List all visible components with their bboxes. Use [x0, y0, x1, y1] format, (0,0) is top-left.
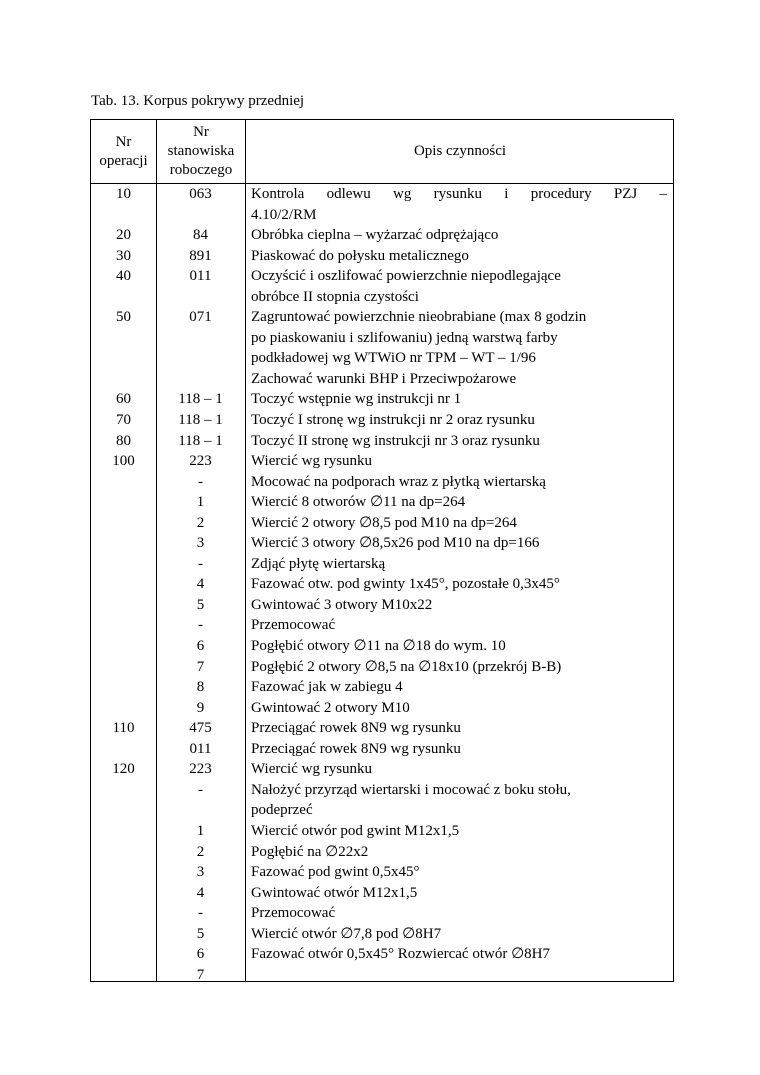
- description-cell: [245, 389, 673, 410]
- description-cell: [245, 677, 673, 698]
- workstation-number-cell: 8: [196, 679, 205, 696]
- description-line: Przemocować: [251, 905, 336, 922]
- workstation-number-cell: 223: [189, 761, 212, 778]
- table-row: [91, 513, 673, 534]
- operation-number-cell: 40: [116, 268, 131, 285]
- description-line: [251, 965, 667, 986]
- header-workstation-number: [157, 120, 245, 183]
- table-row: [91, 739, 673, 760]
- description-line: Pogłębić otwory ∅11 na ∅18 do wym. 10: [251, 638, 506, 655]
- operation-number-cell: 70: [116, 412, 131, 429]
- description-cell: [245, 513, 673, 534]
- table-row: [91, 451, 673, 472]
- table-row: [91, 718, 673, 739]
- operation-number-cell: 100: [112, 453, 135, 470]
- header-operation-description: [246, 120, 674, 183]
- table-row: [91, 431, 673, 452]
- description-line: Fazować pod gwint 0,5x45°: [251, 864, 420, 881]
- description-line: Wiercić otwór pod gwint M12x1,5: [251, 822, 460, 839]
- table-caption: Tab. 13. Korpus pokrywy przedniej: [91, 93, 305, 109]
- description-cell: [245, 431, 673, 452]
- table-row: [91, 307, 673, 389]
- description-cell: [245, 307, 673, 389]
- description-line: Obróbka cieplna – wyżarzać odprężająco: [251, 227, 499, 244]
- workstation-number-cell: -: [198, 905, 203, 922]
- table-row: [91, 924, 673, 945]
- workstation-number-cell: 7: [196, 658, 205, 675]
- workstation-number-cell: 223: [189, 453, 212, 470]
- workstation-number-cell: 1: [196, 822, 205, 839]
- workstation-number-cell: 071: [189, 309, 212, 326]
- workstation-number-cell: 2: [196, 514, 205, 531]
- table-row: [91, 636, 673, 657]
- description-line: Kontrola odlewu wg rysunku i procedury PZJ –: [251, 186, 667, 202]
- description-cell: [245, 657, 673, 678]
- description-cell: [245, 595, 673, 616]
- table-row: [91, 677, 673, 698]
- description-cell: [245, 903, 673, 924]
- description-cell: [245, 533, 673, 554]
- header-line: stanowiska: [167, 143, 235, 159]
- description-line: Wiercić 2 otwory ∅8,5 pod M10 na dp=264: [251, 514, 517, 531]
- description-line: Gwintować 3 otwory M10x22: [251, 596, 433, 613]
- description-cell: [245, 780, 673, 821]
- workstation-number-cell: 3: [196, 535, 205, 552]
- description-cell: [245, 965, 673, 986]
- description-cell: [245, 615, 673, 636]
- description-line: Nałożyć przyrząd wiertarski i mocować z boku stołu,: [251, 781, 571, 798]
- description-line: obróbce II stopnia czystości: [251, 288, 419, 305]
- description-line: Przemocować: [251, 617, 336, 634]
- workstation-number-cell: 1: [196, 494, 205, 511]
- header-line: operacji: [99, 152, 148, 169]
- description-line: podkładowej wg WTWiO nr TPM – WT – 1/96: [251, 350, 536, 367]
- description-line: Zdjąć płytę wiertarską: [251, 555, 386, 572]
- header-line: roboczego: [169, 162, 233, 178]
- workstation-number-cell: -: [198, 555, 203, 572]
- description-line: 4.10/2/RM: [251, 206, 317, 223]
- description-cell: [245, 492, 673, 513]
- description-line: Gwintować otwór M12x1,5: [251, 884, 418, 901]
- workstation-number-cell: 011: [189, 740, 212, 757]
- description-line: Wiercić wg rysunku: [251, 761, 373, 778]
- description-line: po piaskowaniu i szlifowaniu) jedną warstwą farby: [251, 329, 558, 346]
- description-line: Zagruntować powierzchnie nieobrabiane (max 8 godzin: [251, 309, 587, 326]
- header-line: Nr: [193, 124, 209, 140]
- table-row: [91, 472, 673, 493]
- description-line: Fazować otwór 0,5x45° Rozwiercać otwór ∅8H7: [251, 946, 550, 963]
- description-cell: [245, 410, 673, 431]
- description-line: Wiercić 3 otwory ∅8,5x26 pod M10 na dp=166: [251, 535, 540, 552]
- operation-number-cell: 110: [112, 720, 135, 737]
- table-row: [91, 862, 673, 883]
- header-operation-number: [91, 120, 156, 183]
- description-cell: [245, 842, 673, 863]
- operation-number-cell: 120: [112, 761, 135, 778]
- description-line: Toczyć I stronę wg instrukcji nr 2 oraz rysunku: [251, 412, 535, 429]
- table-row: [91, 410, 673, 431]
- table-row: [91, 389, 673, 410]
- table-row: [91, 225, 673, 246]
- header-line: Opis czynności: [413, 143, 507, 159]
- workstation-number-cell: 118 – 1: [178, 391, 223, 408]
- table-row: [91, 883, 673, 904]
- description-line: Wiercić otwór ∅7,8 pod ∅8H7: [251, 925, 442, 942]
- workstation-number-cell: 6: [196, 946, 205, 963]
- workstation-number-cell: 7: [196, 966, 205, 983]
- table-row: [91, 965, 673, 986]
- description-cell: [245, 636, 673, 657]
- workstation-number-cell: 475: [189, 720, 212, 737]
- description-line: Wiercić wg rysunku: [251, 453, 373, 470]
- workstation-number-cell: -: [198, 617, 203, 634]
- workstation-number-cell: 118 – 1: [178, 412, 223, 429]
- operation-number-cell: 60: [116, 391, 131, 408]
- operation-number-cell: 20: [116, 227, 131, 244]
- description-line: Toczyć wstępnie wg instrukcji nr 1: [251, 391, 462, 408]
- description-cell: [245, 554, 673, 575]
- description-cell: [245, 698, 673, 719]
- description-line: Toczyć II stronę wg instrukcji nr 3 oraz rysunku: [251, 432, 540, 449]
- table-row: [91, 492, 673, 513]
- description-line: Przeciągać rowek 8N9 wg rysunku: [251, 740, 461, 757]
- operation-number-cell: 80: [116, 432, 131, 449]
- description-line: Zachować warunki BHP i Przeciwpożarowe: [251, 370, 517, 387]
- description-line: Mocować na podporach wraz z płytką wiertarską: [251, 473, 546, 490]
- description-line: Gwintować 2 otwory M10: [251, 699, 410, 716]
- description-cell: [245, 718, 673, 739]
- workstation-number-cell: 118 – 1: [178, 432, 223, 449]
- table-row: [91, 903, 673, 924]
- workstation-number-cell: 5: [196, 596, 205, 613]
- table-row: [91, 554, 673, 575]
- description-line: podeprzeć: [251, 802, 313, 819]
- table-row: [91, 842, 673, 863]
- workstation-number-cell: 9: [196, 699, 205, 716]
- description-line: Piaskować do połysku metalicznego: [251, 247, 469, 264]
- description-line: Pogłębić 2 otwory ∅8,5 na ∅18x10 (przekrój B-B): [251, 658, 562, 675]
- workstation-number-cell: 84: [193, 227, 208, 244]
- table-row: [91, 533, 673, 554]
- description-cell: [245, 821, 673, 842]
- table-row: [91, 184, 673, 225]
- workstation-number-cell: 063: [189, 186, 212, 202]
- workstation-number-cell: -: [198, 473, 203, 490]
- description-cell: [245, 225, 673, 246]
- table-row: [91, 657, 673, 678]
- description-cell: [245, 451, 673, 472]
- table-row: [91, 574, 673, 595]
- table-row: [91, 821, 673, 842]
- workstation-number-cell: 891: [189, 247, 212, 264]
- description-cell: [245, 266, 673, 307]
- table-row: [91, 615, 673, 636]
- header-line: Nr: [115, 133, 132, 150]
- description-cell: [245, 924, 673, 945]
- description-cell: [245, 246, 673, 267]
- workstation-number-cell: 4: [196, 884, 205, 901]
- operation-number-cell: 10: [116, 186, 131, 202]
- workstation-number-cell: 3: [196, 864, 205, 881]
- description-cell: [245, 472, 673, 493]
- description-line: Pogłębić na ∅22x2: [251, 843, 369, 860]
- operation-number-cell: 30: [116, 247, 131, 264]
- table-row: [91, 595, 673, 616]
- description-cell: [245, 739, 673, 760]
- table-row: [91, 780, 673, 821]
- description-cell: [245, 883, 673, 904]
- description-cell: [245, 944, 673, 965]
- table-row: [91, 698, 673, 719]
- workstation-number-cell: 011: [189, 268, 212, 285]
- workstation-number-cell: 6: [196, 638, 205, 655]
- workstation-number-cell: 4: [196, 576, 205, 593]
- description-line: Przeciągać rowek 8N9 wg rysunku: [251, 720, 461, 737]
- description-line: Fazować otw. pod gwinty 1x45°, pozostałe 0,3x45°: [251, 576, 560, 593]
- table-row: [91, 266, 673, 307]
- description-cell: [245, 862, 673, 883]
- table-row: [91, 944, 673, 965]
- table-row: [91, 246, 673, 267]
- description-line: Fazować jak w zabiegu 4: [251, 679, 403, 696]
- operations-table: [90, 119, 674, 982]
- description-cell: [245, 759, 673, 780]
- workstation-number-cell: 5: [196, 925, 205, 942]
- workstation-number-cell: -: [198, 781, 203, 798]
- description-line: Oczyścić i oszlifować powierzchnie niepodlegające: [251, 268, 561, 285]
- description-line: Wiercić 8 otworów ∅11 na dp=264: [251, 494, 466, 511]
- description-cell: [245, 184, 673, 225]
- workstation-number-cell: 2: [196, 843, 205, 860]
- operation-number-cell: 50: [116, 309, 131, 326]
- description-cell: [245, 574, 673, 595]
- table-body: [91, 184, 673, 985]
- table-row: [91, 759, 673, 780]
